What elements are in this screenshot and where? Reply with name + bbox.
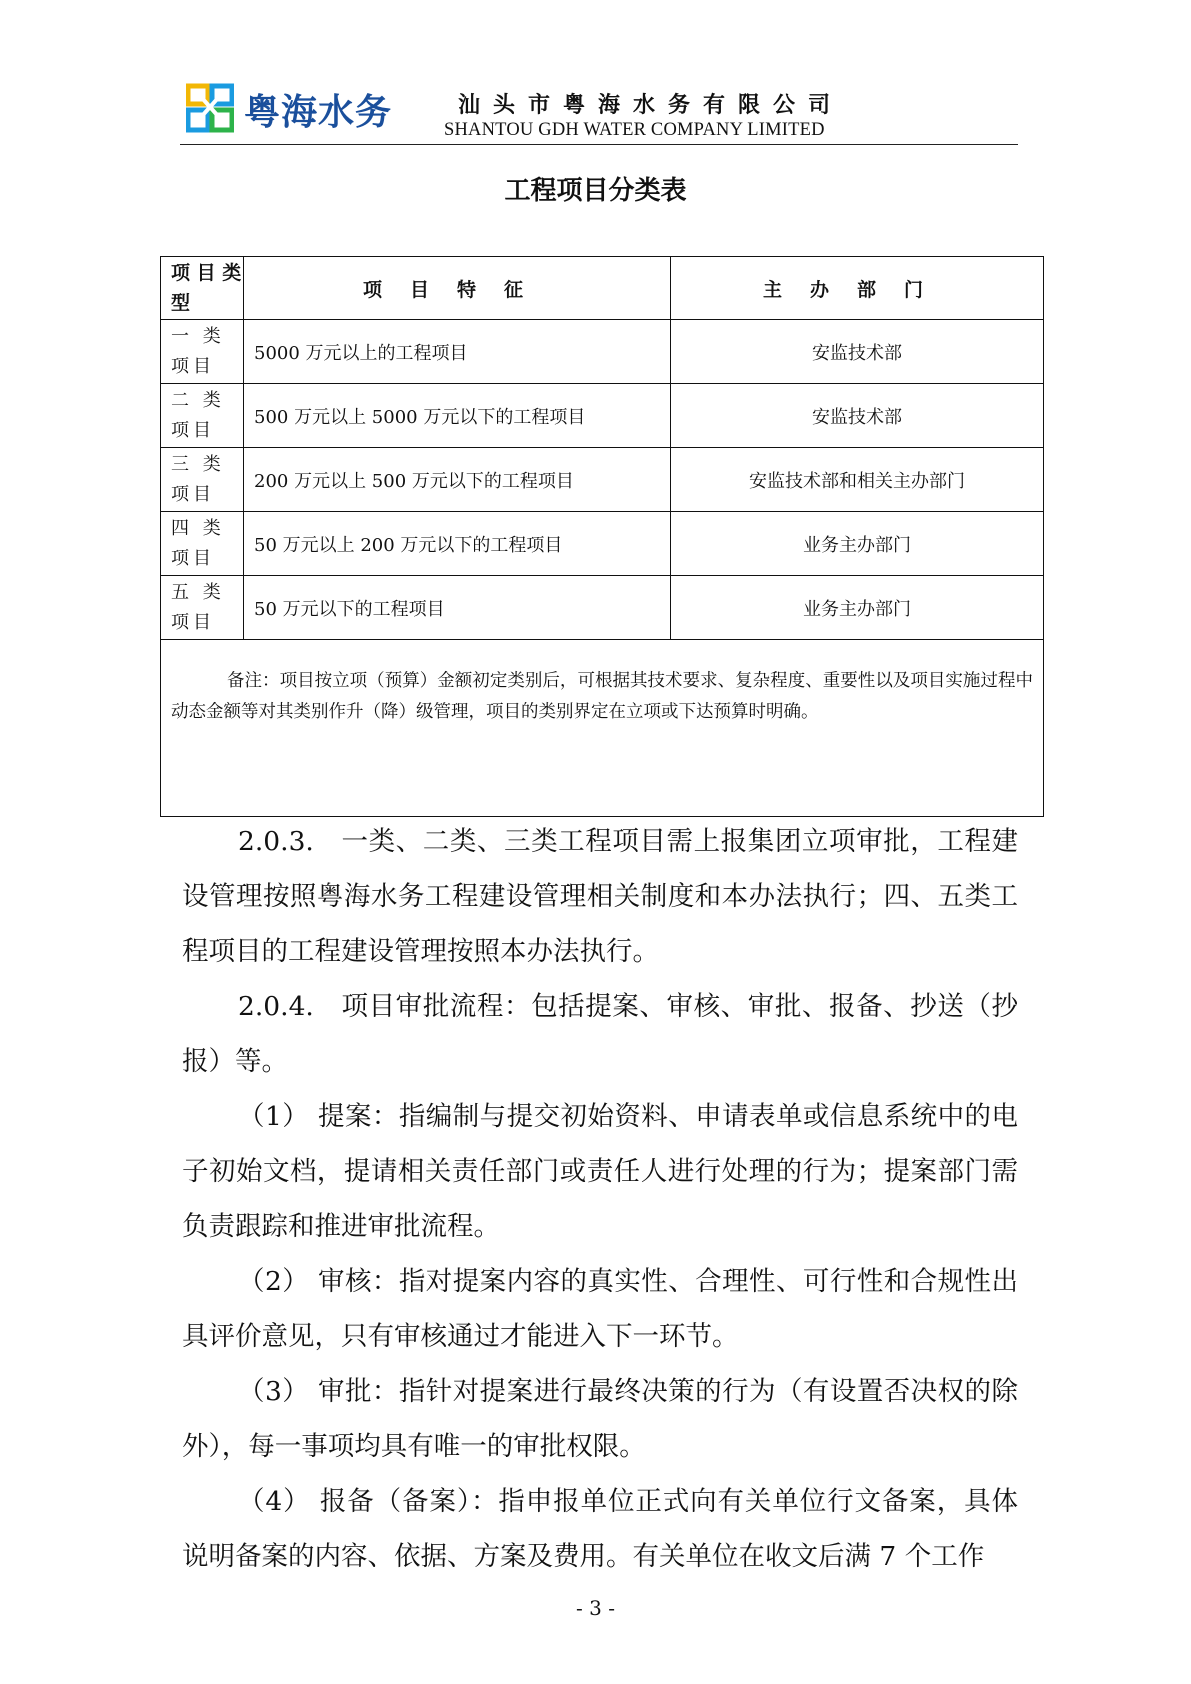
table-row bbox=[161, 576, 1044, 640]
row-type: 二 类 项目 bbox=[161, 384, 244, 448]
row-type: 一 类 项目 bbox=[161, 320, 244, 384]
paragraph: 2.0.3. 一类、二类、三类工程项目需上报集团立项审批，工程建设管理按照粤海水务工程建设管理相关制度和本办法执行；四、五类工程项目的工程建设管理按照本办法执行。 bbox=[182, 826, 1018, 967]
company-logo-icon bbox=[186, 82, 234, 134]
row-dept: 安监技术部 bbox=[671, 320, 1044, 384]
row-feature: 500 万元以上 5000 万元以下的工程项目 bbox=[244, 384, 671, 448]
header-type: 项 目 类型 bbox=[161, 257, 244, 320]
row-dept: 业务主办部门 bbox=[671, 512, 1044, 576]
row-type: 五 类 项目 bbox=[161, 576, 244, 640]
page-number: - 3 - bbox=[576, 1596, 615, 1620]
row-dept: 安监技术部和相关主办部门 bbox=[671, 448, 1044, 512]
logo-text: 粤海水务 bbox=[244, 91, 393, 133]
row-feature: 5000 万元以上的工程项目 bbox=[244, 320, 671, 384]
table-row bbox=[161, 384, 1044, 448]
page-header bbox=[180, 78, 1018, 145]
paragraph: （2） 审核：指对提案内容的真实性、合理性、可行性和合规性出具评价意见，只有审核通过才能进入下一环节。 bbox=[182, 1266, 1018, 1352]
paragraph: （3） 审批：指针对提案进行最终决策的行为（有设置否决权的除外），每一事项均具有唯一的审批权限。 bbox=[182, 1376, 1018, 1462]
company-name-cn: 汕头市粤海水务有限公司 bbox=[458, 92, 844, 118]
body-text bbox=[182, 814, 1018, 1584]
row-feature: 50 万元以下的工程项目 bbox=[244, 576, 671, 640]
row-type: 四 类 项目 bbox=[161, 512, 244, 576]
row-type: 三 类 项目 bbox=[161, 448, 244, 512]
paragraph: （1） 提案：指编制与提交初始资料、申请表单或信息系统中的电子初始文档，提请相关责任部门或责任人进行处理的行为；提案部门需负责跟踪和推进审批流程。 bbox=[182, 1101, 1018, 1242]
table-row bbox=[161, 320, 1044, 384]
project-classification-table bbox=[160, 256, 1044, 817]
paragraph: 2.0.4. 项目审批流程：包括提案、审核、审批、报备、抄送（抄报）等。 bbox=[182, 991, 1018, 1077]
table-row bbox=[161, 512, 1044, 576]
row-dept: 安监技术部 bbox=[671, 384, 1044, 448]
table-row bbox=[161, 448, 1044, 512]
header-dept: 主办部门 bbox=[671, 257, 1044, 320]
table-header-row bbox=[161, 257, 1044, 320]
table-note: 备注：项目按立项（预算）金额初定类别后，可根据其技术要求、复杂程度、重要性以及项目实施过程中动态金额等对其类别作升（降）级管理，项目的类别界定在立项或下达预算时明确。 bbox=[161, 640, 1044, 817]
table-note-row bbox=[161, 640, 1044, 817]
row-feature: 50 万元以上 200 万元以下的工程项目 bbox=[244, 512, 671, 576]
row-dept: 业务主办部门 bbox=[671, 576, 1044, 640]
header-feature: 项目特征 bbox=[244, 257, 671, 320]
company-name-en: SHANTOU GDH WATER COMPANY LIMITED bbox=[444, 120, 825, 140]
paragraph: （4） 报备（备案）：指申报单位正式向有关单位行文备案，具体说明备案的内容、依据、方案及费用。有关单位在收文后满 7 个工作 bbox=[182, 1486, 1018, 1572]
row-feature: 200 万元以上 500 万元以下的工程项目 bbox=[244, 448, 671, 512]
document-title: 工程项目分类表 bbox=[504, 176, 687, 206]
